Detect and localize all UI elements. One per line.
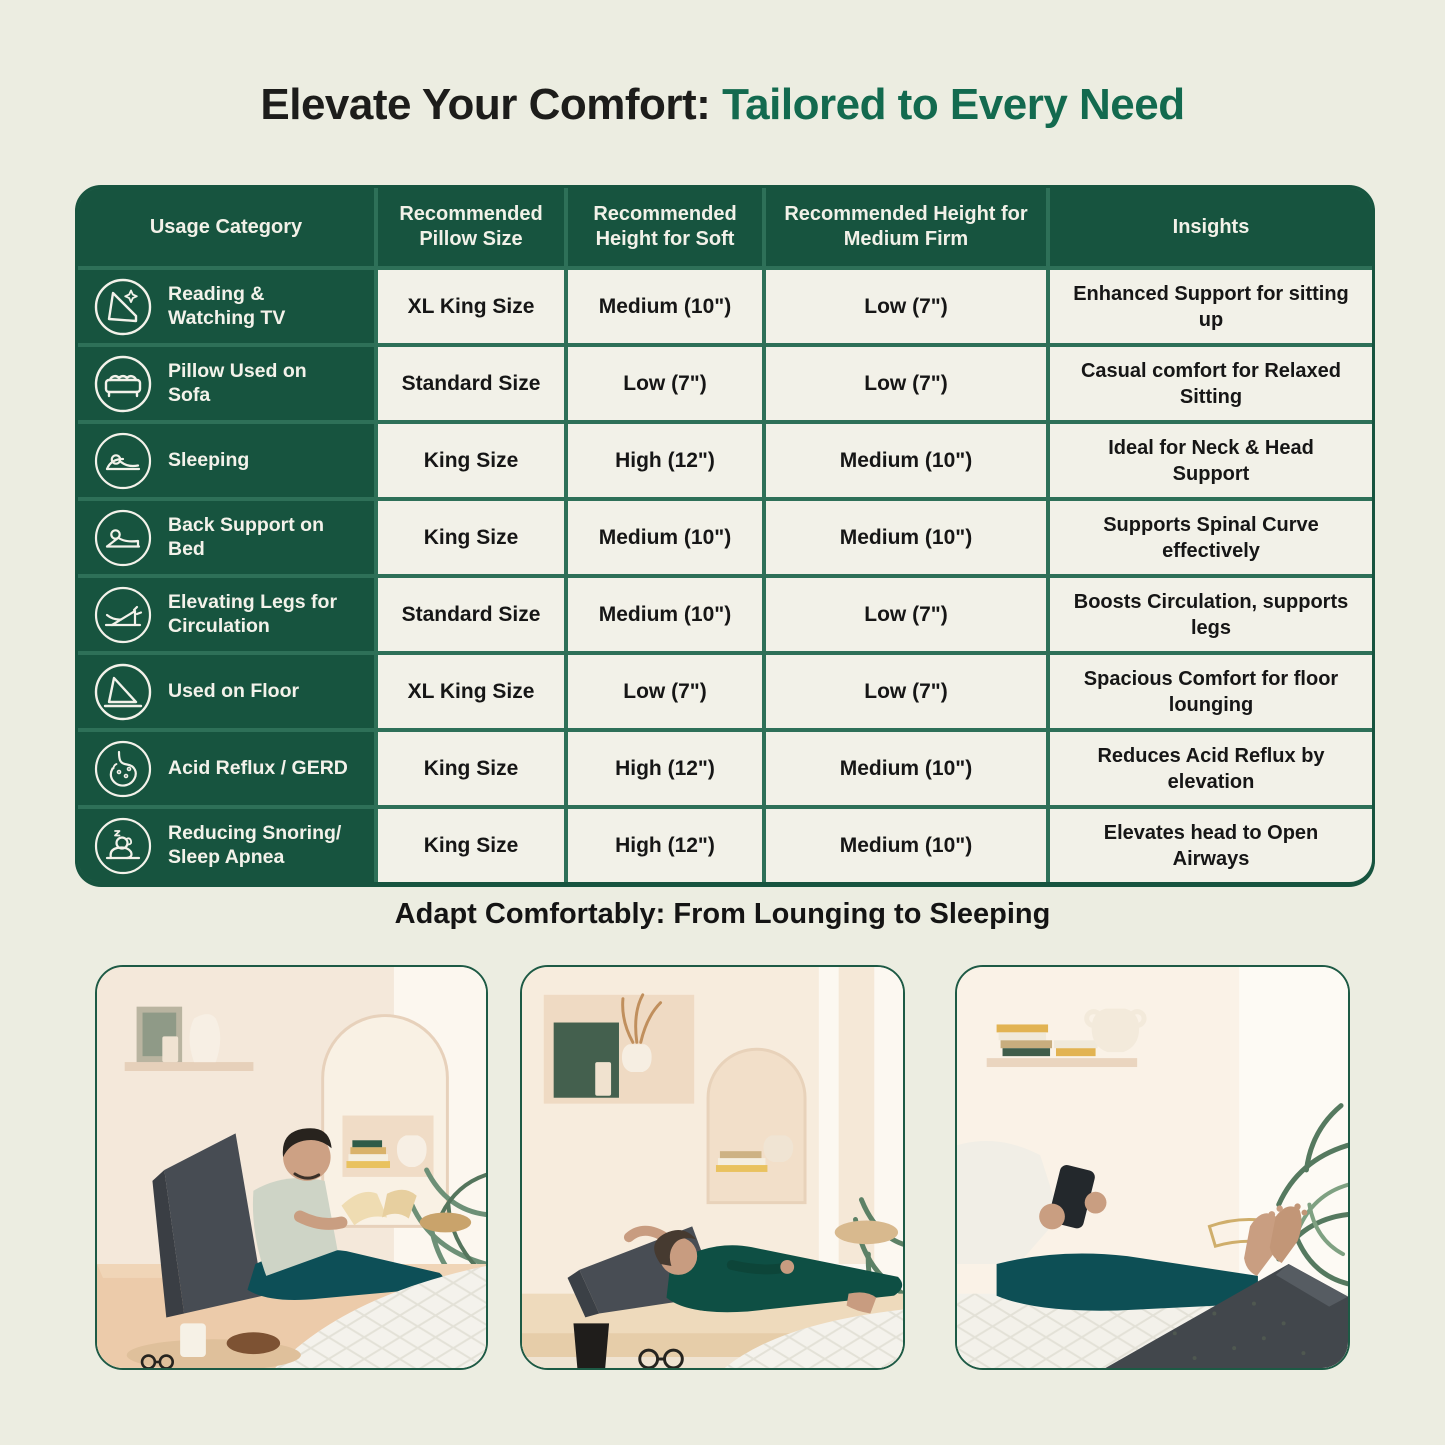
table-row-category — [78, 424, 374, 497]
photo-lounging-on-wedge — [520, 965, 905, 1370]
category-label: Reducing Snoring/ Sleep Apnea — [168, 822, 342, 868]
table-row-category — [78, 347, 374, 420]
category-label: Elevating Legs for Circulation — [168, 591, 338, 637]
col-header-insights: Insights — [1050, 188, 1372, 266]
elevating-legs-icon — [93, 585, 153, 645]
section-subtitle: Adapt Comfortably: From Lounging to Sleeping — [394, 898, 1051, 930]
table-row-category — [78, 732, 374, 805]
sleeping-icon — [93, 431, 153, 491]
table-cell-height-medium-firm: Low (7") — [766, 578, 1046, 651]
col-header-height-soft: Recommended Height for Soft — [568, 188, 762, 266]
table-cell-height-soft: Low (7") — [568, 655, 762, 728]
table-cell-height-soft: High (12") — [568, 732, 762, 805]
category-label: Acid Reflux / GERD — [168, 756, 348, 779]
back-support-icon — [93, 508, 153, 568]
col-header-pillow-size: Recommended Pillow Size — [378, 188, 564, 266]
snoring-icon — [93, 816, 153, 876]
table-cell-height-soft: Medium (10") — [568, 578, 762, 651]
table-cell-pillow-size: Standard Size — [378, 578, 564, 651]
table-cell-height-medium-firm: Low (7") — [766, 270, 1046, 343]
photo-reading-scene — [97, 967, 486, 1368]
table-cell-height-medium-firm: Low (7") — [766, 655, 1046, 728]
col-header-height-medium-firm: Recommended Height for Medium Firm — [766, 188, 1046, 266]
sofa-icon — [93, 354, 153, 414]
table-cell-insight: Ideal for Neck & Head Support — [1050, 424, 1372, 497]
table-cell-height-medium-firm: Medium (10") — [766, 501, 1046, 574]
floor-wedge-icon — [93, 662, 153, 722]
table-cell-height-soft: Medium (10") — [568, 270, 762, 343]
category-label: Back Support on Bed — [168, 514, 325, 560]
table-cell-height-soft: High (12") — [568, 809, 762, 882]
table-row-category — [78, 578, 374, 651]
table-cell-height-medium-firm: Medium (10") — [766, 732, 1046, 805]
table-cell-insight: Boosts Circulation, supports legs — [1050, 578, 1372, 651]
photo-lounging-scene — [522, 967, 903, 1368]
table-cell-insight: Spacious Comfort for floor lounging — [1050, 655, 1372, 728]
table-cell-insight: Casual comfort for Relaxed Sitting — [1050, 347, 1372, 420]
table-cell-pillow-size: Standard Size — [378, 347, 564, 420]
photo-legs-elevated-scene — [957, 967, 1348, 1368]
page-title — [0, 80, 1445, 130]
table-cell-height-medium-firm: Medium (10") — [766, 809, 1046, 882]
table-cell-insight: Reduces Acid Reflux by elevation — [1050, 732, 1372, 805]
stomach-icon — [93, 739, 153, 799]
table-cell-insight: Enhanced Support for sitting up — [1050, 270, 1372, 343]
wedge-sparkle-icon — [93, 277, 153, 337]
table-cell-pillow-size: King Size — [378, 809, 564, 882]
table-cell-pillow-size: King Size — [378, 424, 564, 497]
table-cell-pillow-size: XL King Size — [378, 270, 564, 343]
table-cell-height-soft: High (12") — [568, 424, 762, 497]
table-cell-pillow-size: King Size — [378, 501, 564, 574]
category-label: Sleeping — [168, 448, 250, 471]
col-header-usage-category: Usage Category — [78, 188, 374, 266]
table-cell-insight: Supports Spinal Curve effectively — [1050, 501, 1372, 574]
table-row-category — [78, 270, 374, 343]
category-label: Used on Floor — [168, 679, 300, 702]
table-row-category — [78, 501, 374, 574]
usage-comparison-table — [75, 185, 1375, 885]
table-row-category — [78, 809, 374, 882]
table-cell-height-medium-firm: Medium (10") — [766, 424, 1046, 497]
photo-reading-on-bed — [95, 965, 488, 1370]
table-cell-height-medium-firm: Low (7") — [766, 347, 1046, 420]
category-label: Reading & Watching TV — [168, 283, 286, 329]
table-cell-pillow-size: King Size — [378, 732, 564, 805]
table-cell-height-soft: Medium (10") — [568, 501, 762, 574]
table-row-category — [78, 655, 374, 728]
table-cell-insight: Elevates head to Open Airways — [1050, 809, 1372, 882]
table-cell-height-soft: Low (7") — [568, 347, 762, 420]
category-label: Pillow Used on Sofa — [168, 360, 307, 406]
photo-legs-elevated — [955, 965, 1350, 1370]
page-title-accent: Tailored to Every Need — [722, 80, 1185, 129]
table-cell-pillow-size: XL King Size — [378, 655, 564, 728]
page-title-black: Elevate Your Comfort: — [260, 80, 723, 129]
